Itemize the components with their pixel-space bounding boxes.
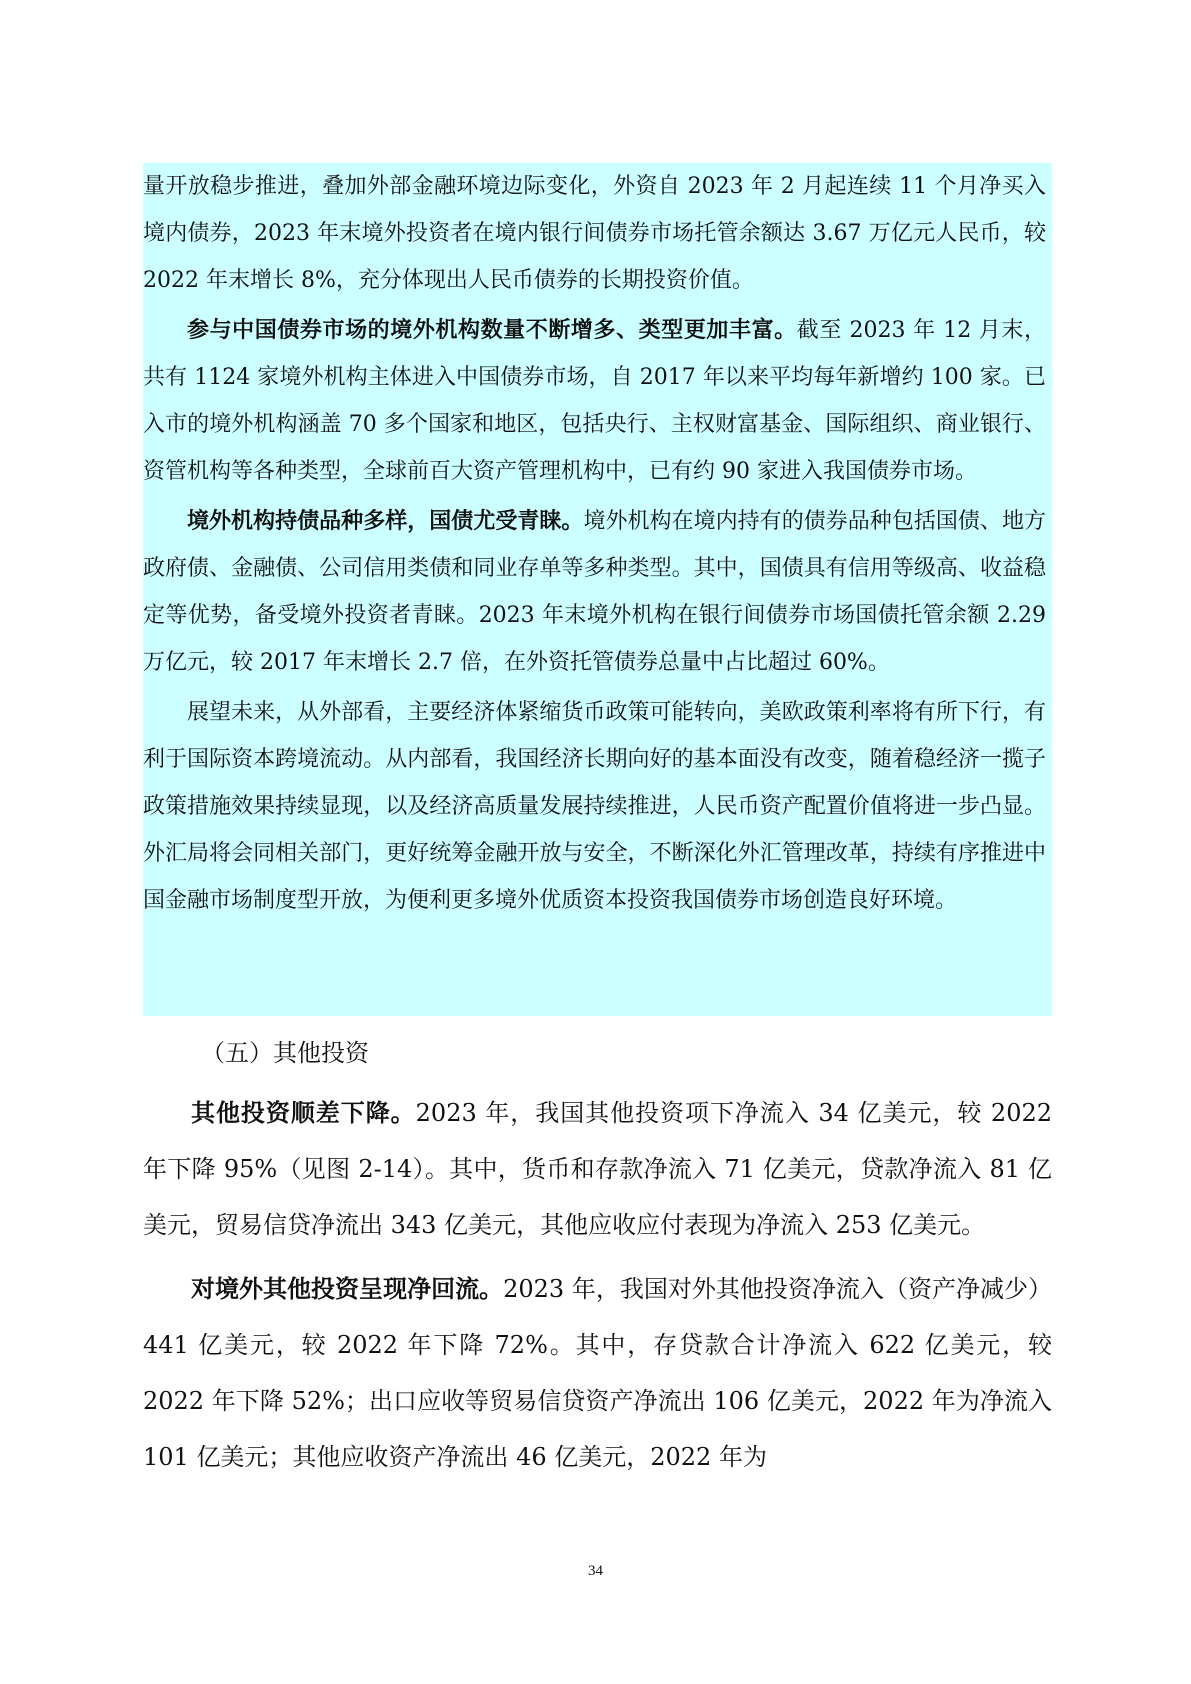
box-paragraph-1: 量开放稳步推进，叠加外部金融环境边际变化，外资自 2023 年 2 月起连续 11 个月净买入境内债券，2023 年末境外投资者在境内银行间债券市场托管余额达 3.67 万亿元人民币，较 2022 年末增长 8%，充分体现出人民币债券的长期投资价值。 [143, 174, 1046, 293]
box-paragraph-4: 展望未来，从外部看，主要经济体紧缩货币政策可能转向，美欧政策利率将有所下行，有利于国际资本跨境流动。从内部看，我国经济长期向好的基本面没有改变，随着稳经济一揽子政策措施效果持续显现，以及经济高质量发展持续推进，人民币资产配置价值将进一步凸显。外汇局将会同相关部门，更好统筹金融开放与安全，不断深化外汇管理改革，持续有序推进中国金融市场制度型开放，为便利更多境外优质资本投资我国债券市场创造良好环境。 [143, 700, 1046, 913]
highlight-box [143, 163, 1052, 1016]
box-paragraph-3-lead: 境外机构持债品种多样，国债尤受青睐。 [187, 508, 584, 534]
body-paragraph-1: 其他投资顺差下降。2023 年，我国其他投资项下净流入 34 亿美元，较 2022 年下降 95%（见图 2-14）。其中，货币和存款净流入 71 亿美元，贷款净流入 81 亿美元，贸易信贷净流出 343 亿美元，其他应收应付表现为净流入 253 亿美元。 [143, 1098, 1053, 1239]
main-content [143, 1028, 1052, 1485]
section-heading: （五）其他投资 [201, 1039, 369, 1067]
body-paragraph-2: 对境外其他投资呈现净回流。2023 年，我国对外其他投资净流入（资产净减少）441 亿美元，较 2022 年下降 72%。其中，存贷款合计净流入 622 亿美元，较 2022 年下降 52%；出口应收等贸易信贷资产净流出 106 亿美元，2022 年为净流入 101 亿美元；其他应收资产净流出 46 亿美元，2022 年为 [143, 1274, 1053, 1471]
box-paragraph-2: 参与中国债券市场的境外机构数量不断增多、类型更加丰富。截至 2023 年 12 月末，共有 1124 家境外机构主体进入中国债券市场，自 2017 年以来平均每年新增约 100 家。已入市的境外机构涵盖 70 多个国家和地区，包括央行、主权财富基金、国际组织、商业银行、资管机构等各种类型，全球前百大资产管理机构中，已有约 90 家进入我国债券市场。 [143, 317, 1046, 484]
box-paragraph-3: 境外机构持债品种多样，国债尤受青睐。境外机构在境内持有的债券品种包括国债、地方政府债、金融债、公司信用类债和同业存单等多种类型。其中，国债具有信用等级高、收益稳定等优势，备受境外投资者青睐。2023 年末境外机构在银行间债券市场国债托管余额 2.29 万亿元，较 2017 年末增长 2.7 倍，在外资托管债券总量中占比超过 60%。 [143, 508, 1046, 675]
body-paragraph-1-lead: 其他投资顺差下降。 [191, 1098, 416, 1127]
box-paragraph-2-lead: 参与中国债券市场的境外机构数量不断增多、类型更加丰富。 [187, 317, 797, 343]
body-paragraph-2-lead: 对境外其他投资呈现净回流。 [191, 1274, 504, 1303]
page-number: 34 [588, 1563, 603, 1579]
